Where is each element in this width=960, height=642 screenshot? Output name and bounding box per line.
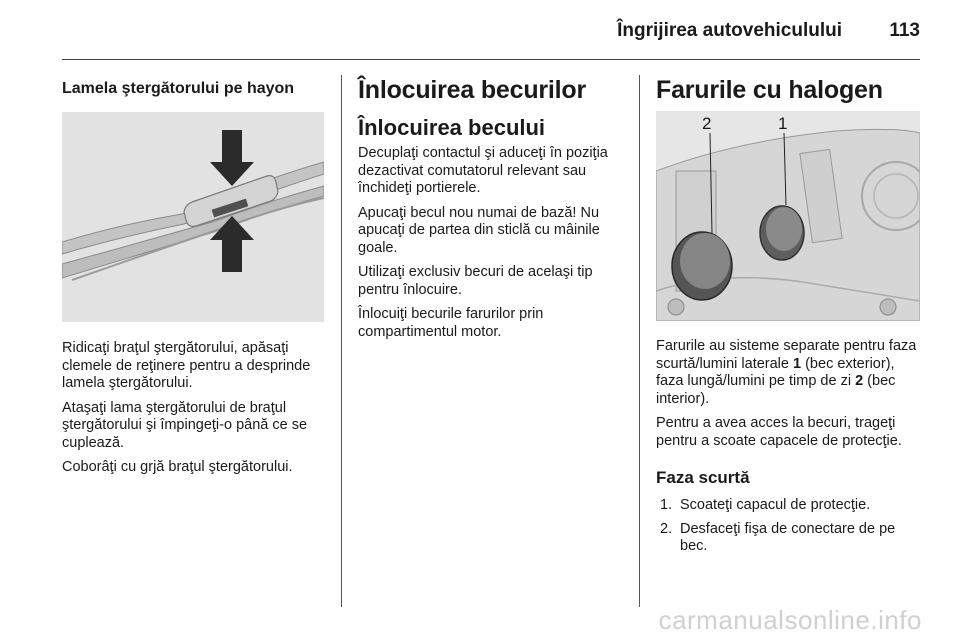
watermark: carmanualsonline.info <box>658 605 922 635</box>
text-run: (bec interior). <box>656 373 896 407</box>
column-bulb-replacement <box>358 78 624 348</box>
column-halogen-headlights <box>656 78 920 562</box>
instruction-paragraph: Decuplaţi contactul şi aduceţi în poziţia dezactivat comutatorul relevant sau închideţi portierele. <box>358 145 608 196</box>
instruction-paragraph: Pentru a avea acces la becuri, trageţi pentru a scoate capacele de protecţie. <box>656 415 902 449</box>
section-subheading: Înlocuirea becului <box>358 115 546 140</box>
section-subheading: Faza scurtă <box>656 468 750 487</box>
section-heading: Farurile cu halogen <box>656 76 883 104</box>
instruction-paragraph: Coborâţi cu grjă braţul ştergătorului. <box>62 459 293 475</box>
section-heading: Lamela ştergătorului pe hayon <box>62 80 295 97</box>
callout-ref-2: 2 <box>855 373 864 389</box>
list-item <box>656 521 920 556</box>
wiper-blade-figure <box>62 112 324 322</box>
headlight-figure <box>656 111 920 321</box>
column-wiper <box>62 78 324 484</box>
column-divider <box>341 75 342 607</box>
instruction-paragraph: Înlocuiţi becurile farurilor prin compartimentul motor. <box>358 306 544 340</box>
step-text: Scoateţi capacul de protecţie. <box>680 497 871 513</box>
instruction-paragraph: Apucaţi becul nou numai de bază! Nu apucaţi de partea din sticlă cu mâinile goale. <box>358 204 600 256</box>
text-run: (bec exterior), faza lungă/lumini pe timp de zi <box>656 355 895 389</box>
column-divider <box>639 75 640 607</box>
list-item <box>656 497 920 515</box>
step-number: 2. <box>660 520 673 537</box>
callout-ref-1: 1 <box>793 355 802 372</box>
header-title: Îngrijirea autovehiculului <box>617 20 842 41</box>
steps-list <box>656 497 920 556</box>
header-rule <box>62 59 920 60</box>
instruction-paragraph: Ataşaţi lama ştergătorului de braţul ştergătorului şi împingeţi-o până ce se cuplează. <box>62 399 308 451</box>
callout-label-2: 2 <box>702 114 712 133</box>
text-run: Farurile au sisteme separate pentru faza scurtă/lumini laterale <box>656 338 917 372</box>
instruction-paragraph: Utilizaţi exclusiv becuri de acelaşi tip pentru înlocuire. <box>358 264 593 298</box>
instruction-paragraph: Ridicaţi braţul ştergătorului, apăsaţi clemele de reţinere pentru a desprinde lamela ştergătorului. <box>62 340 311 391</box>
step-text: Desfaceţi fişa de conectare de pe bec. <box>680 520 896 554</box>
callout-label-1: 1 <box>778 114 788 133</box>
step-number: 1. <box>660 497 673 513</box>
chapter-heading: Înlocuirea becurilor <box>358 76 587 104</box>
page-number: 113 <box>889 20 920 41</box>
instruction-paragraph <box>656 338 920 408</box>
